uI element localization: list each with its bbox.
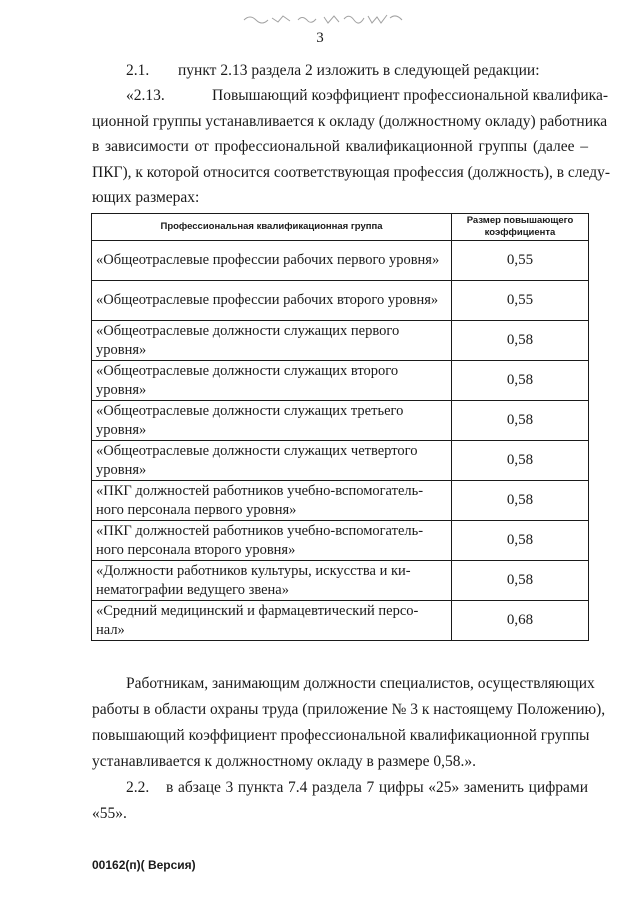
paragraph-line: 2.2. в абзаце 3 пункта 7.4 раздела 7 цифры «25» заменить цифрами [92, 775, 588, 801]
paragraph-number: 2.1. [126, 62, 150, 79]
document-footer-code: 00162(п)( Версия) [92, 858, 196, 872]
paragraph-workers [92, 671, 606, 775]
paragraph-line: ционной группы устанавливается к окладу (должностному окладу) работника [92, 112, 608, 130]
cell-coefficient: 0,55 [452, 281, 589, 321]
cell-coefficient: 0,58 [452, 321, 589, 361]
table-row [92, 401, 589, 441]
cell-coefficient: 0,58 [452, 361, 589, 401]
table-row [92, 281, 589, 321]
cell-group: «Общеотраслевые профессии рабочих первого уровня» [92, 241, 452, 281]
paragraph-line: в зависимости от профессиональной квалификационной группы (далее – [92, 138, 588, 155]
paragraph-line: «2.13. Повышающий коэффициент профессиональной квалифика- [92, 83, 588, 109]
paragraph-2-2 [92, 775, 588, 827]
cell-group: «ПКГ должностей работников учебно-вспомогатель-ного персонала второго уровня» [92, 521, 452, 561]
paragraph-2-13 [92, 83, 611, 211]
page-number: 3 [316, 30, 324, 46]
paragraph-text: пункт 2.13 раздела 2 изложить в следующей редакции: [178, 62, 540, 79]
cell-group: «Общеотраслевые должности служащих третьего уровня» [92, 401, 452, 441]
cell-coefficient: 0,58 [452, 401, 589, 441]
table-row [92, 321, 589, 361]
table-row [92, 441, 589, 481]
paragraph-line: работы в области охраны труда (приложение № 3 к настоящему Положению), [92, 701, 606, 718]
cell-group: «Общеотраслевые должности служащих четвертого уровня» [92, 441, 452, 481]
cell-coefficient: 0,55 [452, 241, 589, 281]
header-group: Профессиональная квалификационная группа [92, 214, 452, 241]
header-coefficient: Размер повышающего коэффициента [452, 214, 589, 241]
cell-group: «ПКГ должностей работников учебно-вспомогатель-ного персонала первого уровня» [92, 481, 452, 521]
paragraph-line: ПКГ), к которой относится соответствующая профессия (должность), в следу- [92, 163, 611, 181]
paragraph-number: 2.2. [126, 779, 150, 796]
table-row [92, 521, 589, 561]
scan-artifact-mark [240, 8, 410, 28]
paragraph-number: «2.13. [126, 87, 165, 104]
paragraph-2-1 [126, 58, 540, 84]
table-row [92, 361, 589, 401]
paragraph-line: ющих размерах: [92, 189, 200, 206]
paragraph-line: устанавливается к должностному окладу в размере 0,58.». [92, 753, 477, 770]
cell-coefficient: 0,58 [452, 441, 589, 481]
table-row [92, 241, 589, 281]
table-row [92, 601, 589, 641]
table-row [92, 481, 589, 521]
cell-group: «Общеотраслевые должности служащих второго уровня» [92, 361, 452, 401]
cell-group: «Общеотраслевые профессии рабочих второго уровня» [92, 281, 452, 321]
cell-group: «Общеотраслевые должности служащих первого уровня» [92, 321, 452, 361]
table-row [92, 561, 589, 601]
cell-coefficient: 0,68 [452, 601, 589, 641]
paragraph-line: Работникам, занимающим должности специалистов, осуществляющих [126, 675, 595, 692]
table-header-row [92, 214, 589, 241]
cell-group: «Должности работников культуры, искусства и ки-нематографии ведущего звена» [92, 561, 452, 601]
cell-coefficient: 0,58 [452, 481, 589, 521]
cell-coefficient: 0,58 [452, 521, 589, 561]
cell-group: «Средний медицинский и фармацевтический персо-нал» [92, 601, 452, 641]
coefficient-table [91, 213, 589, 641]
paragraph-line: «55». [92, 805, 127, 822]
cell-coefficient: 0,58 [452, 561, 589, 601]
paragraph-line: повышающий коэффициент профессиональной квалификационной группы [92, 727, 590, 744]
